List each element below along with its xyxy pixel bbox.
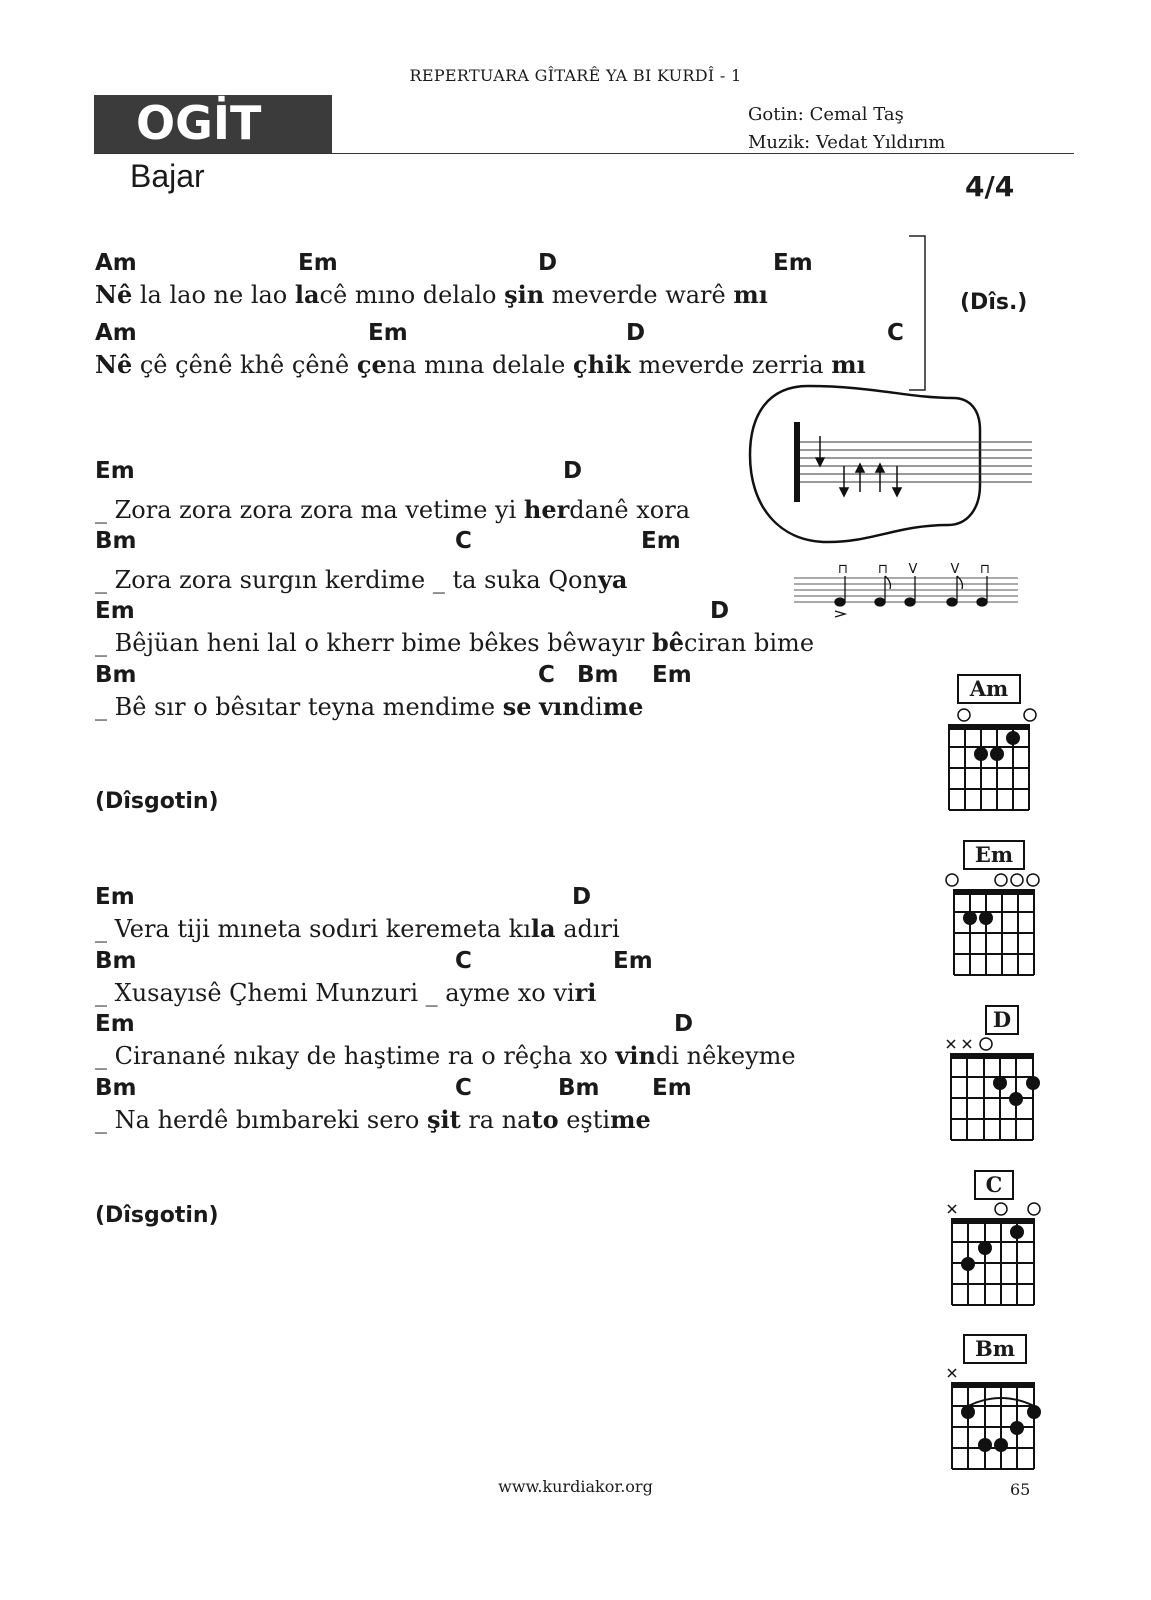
lyric-line	[95, 1041, 796, 1070]
song-title: OGİT	[136, 96, 262, 150]
lyric-segment	[532, 693, 540, 721]
lyric-bold-segment: vin	[615, 1041, 656, 1070]
chord-bm: Bm	[558, 1075, 600, 1101]
lyric-segment: _ Xusayısê Çhemi Munzuri _ ayme xo vi	[95, 979, 575, 1007]
lyric-bold-segment: çhik	[573, 350, 631, 379]
chord-bm: Bm	[95, 662, 137, 688]
barline	[794, 422, 800, 502]
lyric-segment: na mına delale	[386, 351, 573, 379]
chord-em: Em	[613, 948, 653, 974]
chord-d: D	[572, 884, 592, 910]
lyric-segment: _ Zora zora surgın kerdime _ ta suka Qon	[95, 566, 598, 594]
lyric-bold-segment: ri	[574, 978, 597, 1007]
lyric-bold-segment: Nê	[95, 350, 133, 379]
time-signature: 4/4	[965, 170, 1015, 203]
lyric-line	[95, 628, 814, 657]
lyric-segment: meverde warê	[544, 281, 734, 309]
chord-c: C	[538, 662, 555, 688]
lyric-bold-segment: çe	[356, 350, 387, 379]
lyric-line	[95, 692, 643, 721]
lyric-segment: ciran bime	[684, 629, 815, 657]
lyricist: Gotin: Cemal Taş	[748, 104, 904, 125]
strum-mark: ⊓	[837, 562, 849, 577]
chord-diagram-d	[944, 1003, 1044, 1147]
lyric-bold-segment: vın	[539, 692, 580, 721]
chord-em: Em	[368, 320, 408, 346]
lyric-segment: _ Zora zora zora zora ma vetime yi	[95, 496, 524, 524]
chord-diagram-am	[944, 672, 1040, 816]
chord-em: Em	[773, 250, 813, 276]
chord-d: D	[626, 320, 646, 346]
chord-d: D	[710, 598, 730, 624]
chord-c: C	[887, 320, 904, 346]
chord-d: D	[674, 1011, 694, 1037]
lyric-segment: ra na	[460, 1106, 532, 1134]
strum-mark: ⊓	[979, 562, 991, 577]
chord-diagram-bm	[944, 1332, 1044, 1476]
chord-diagram-em	[944, 838, 1042, 982]
chord-em: Em	[95, 1011, 135, 1037]
chord-am: Am	[95, 320, 137, 346]
strum-mark: V	[908, 562, 918, 577]
lyric-line	[95, 280, 768, 309]
guitar-strum-diagram	[748, 380, 1038, 550]
lyric-bold-segment: mı	[733, 280, 768, 309]
chord-am: Am	[95, 250, 137, 276]
running-head: REPERTUARA GÎTARÊ YA BI KURDÎ - 1	[409, 66, 742, 85]
chord-d: D	[563, 458, 583, 484]
chord-c: C	[455, 1075, 472, 1101]
header-rule	[94, 153, 1074, 154]
lyric-bold-segment: la	[294, 280, 320, 309]
strum-mark: V	[950, 562, 960, 577]
lyric-segment: _ Bêjüan heni lal o kherr bime bêkes bêwayır	[95, 629, 652, 657]
lyric-segment: meverde zerria	[630, 351, 832, 379]
chord-d: D	[538, 250, 558, 276]
lyric-segment: danê xora	[569, 496, 691, 524]
lyric-segment: çê çênê khê çênê	[132, 351, 357, 379]
chord-em: Em	[652, 1075, 692, 1101]
lyric-bold-segment: se	[502, 692, 532, 721]
lyric-segment: _ Bê sır o bêsıtar teyna mendime	[95, 693, 503, 721]
chord-bm: Bm	[95, 1075, 137, 1101]
lyric-line	[95, 1105, 651, 1134]
lyric-line	[95, 914, 620, 943]
lyric-bold-segment: to	[531, 1105, 559, 1134]
lyric-segment: _ Vera tiji mıneta sodıri keremeta kı	[95, 915, 531, 943]
lyric-bold-segment: me	[602, 692, 644, 721]
repeat-bracket	[905, 234, 935, 394]
lyric-segment: la lao ne lao	[132, 281, 295, 309]
chord-bm: Bm	[577, 662, 619, 688]
page-number: 65	[1010, 1480, 1031, 1499]
rhythm-name: Bajar	[130, 158, 205, 194]
lyric-bold-segment: Nê	[95, 280, 133, 309]
chord-c: C	[455, 528, 472, 554]
chord-bm: Bm	[95, 528, 137, 554]
lyric-segment: cê mıno delalo	[319, 281, 505, 309]
strum-mark: ⊓	[877, 562, 889, 577]
chord-em: Em	[95, 598, 135, 624]
footer-website: www.kurdiakor.org	[498, 1477, 653, 1496]
lyric-line	[95, 978, 596, 1007]
chord-bm: Bm	[95, 948, 137, 974]
chord-diagram-label: C	[974, 1170, 1014, 1200]
chord-em: Em	[298, 250, 338, 276]
composer: Muzik: Vedat Yıldırım	[748, 132, 946, 153]
lyric-segment: di	[579, 693, 603, 721]
chord-diagram-label: Bm	[963, 1334, 1027, 1364]
chord-em: Em	[95, 458, 135, 484]
lyric-segment: _ Na herdê bımbareki sero	[95, 1106, 427, 1134]
lyric-bold-segment: mı	[831, 350, 866, 379]
lyric-segment: di nêkeyme	[656, 1042, 796, 1070]
lyric-bold-segment: ya	[597, 565, 628, 594]
chord-c: C	[455, 948, 472, 974]
lyric-bold-segment: şin	[504, 280, 545, 309]
chord-diagram-label: D	[985, 1005, 1019, 1035]
chorus-label: (Dîsgotin)	[95, 1203, 219, 1228]
lyric-bold-segment: her	[523, 495, 570, 524]
lyric-line	[95, 565, 627, 594]
chord-em: Em	[95, 884, 135, 910]
lyric-bold-segment: me	[610, 1105, 651, 1134]
lyric-segment: eşti	[558, 1106, 611, 1134]
chord-em: Em	[641, 528, 681, 554]
chord-diagram-label: Am	[957, 674, 1021, 704]
chord-em: Em	[652, 662, 692, 688]
lyric-segment: _ Ciranané nıkay de haştime ra o rêçha xo	[95, 1042, 616, 1070]
lyric-bold-segment: la	[530, 914, 556, 943]
lyric-line	[95, 350, 866, 379]
chorus-label: (Dîsgotin)	[95, 789, 219, 814]
lyric-bold-segment: bê	[651, 628, 685, 657]
strum-pattern-notation	[790, 556, 1022, 622]
lyric-segment: adıri	[555, 915, 620, 943]
lyric-bold-segment: şit	[426, 1105, 461, 1134]
lyric-line	[95, 495, 690, 524]
chord-diagram-label: Em	[963, 840, 1025, 870]
repeat-label: (Dîs.)	[960, 290, 1028, 315]
chord-diagram-c	[944, 1168, 1044, 1312]
